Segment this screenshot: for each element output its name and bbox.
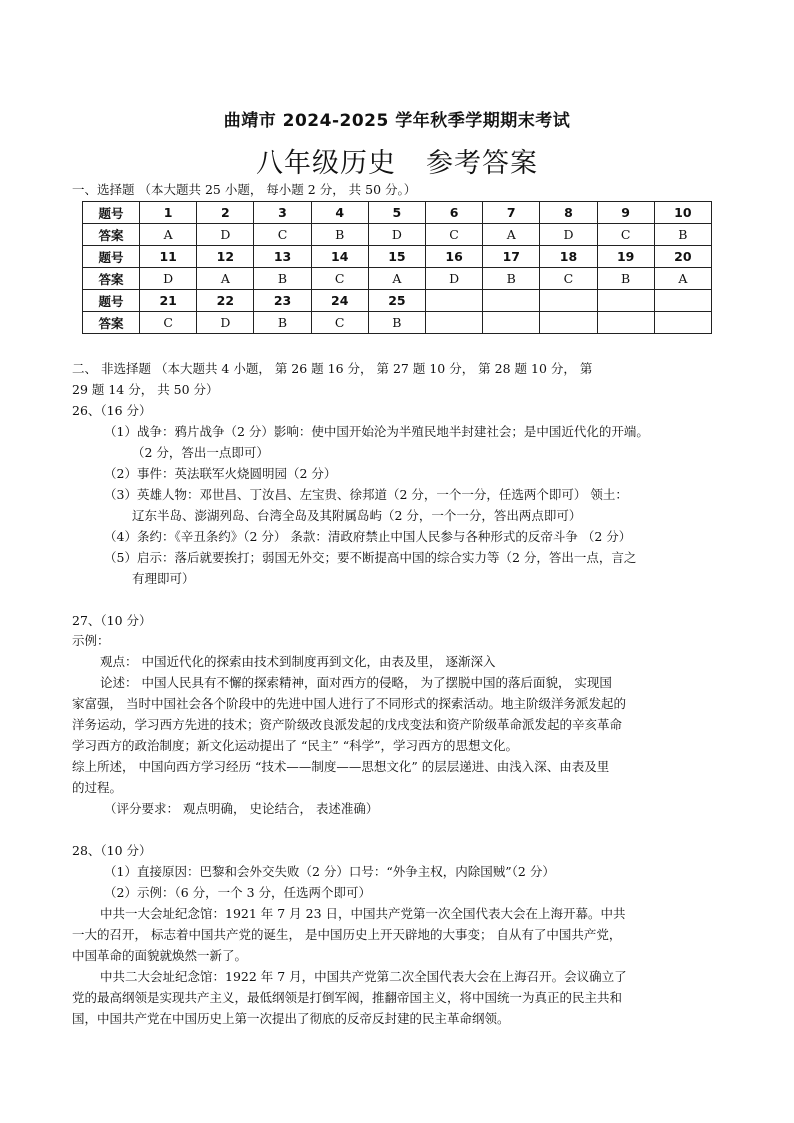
table-row xyxy=(83,268,712,290)
answer-cell: C xyxy=(425,224,482,246)
q26-answer-3: （3）英雄人物：邓世昌、丁汝昌、左宝贵、徐邦道（2 分，一个一分，任选两个即可） 领土： xyxy=(104,487,628,502)
section2-heading: 二、 非选择题 （本大题共 4 小题， 第 26 题 16 分， 第 27 题 10 分， 第 28 题 10 分， 第 xyxy=(72,361,593,376)
question-number: 24 xyxy=(311,290,368,312)
q27-scoring: （评分要求： 观点明确， 史论结合， 表述准确） xyxy=(104,801,379,816)
question-number: 19 xyxy=(597,246,654,268)
answer-cell: A xyxy=(654,268,711,290)
answer-cell: C xyxy=(540,268,597,290)
q26-answer-4: （4）条约：《辛丑条约》（2 分） 条款：清政府禁止中国人民参与各种形式的反帝斗争 （2 分） xyxy=(104,529,632,544)
question-number: 16 xyxy=(425,246,482,268)
answer-cell: A xyxy=(483,224,540,246)
question-number: 20 xyxy=(654,246,711,268)
answer-cell: D xyxy=(368,224,425,246)
section1-heading: 一、选择题 （本大题共 25 小题， 每小题 2 分， 共 50 分。） xyxy=(72,182,417,197)
q28-example-1a: 中共一大会址纪念馆：1921 年 7 月 23 日，中国共产党第一次全国代表大会在上海开幕。中共 xyxy=(100,906,626,921)
row-label: 答案 xyxy=(83,268,140,290)
question-number xyxy=(654,290,711,312)
table-row xyxy=(83,312,712,334)
subject-label: 八年级历史 xyxy=(256,148,396,179)
answer-cell: B xyxy=(654,224,711,246)
answer-key-label: 参考答案 xyxy=(426,148,538,179)
q27-argument-3: 洋务运动，学习西方先进的技术；资产阶级改良派发起的戊戌变法和资产阶级革命派发起的辛亥革命 xyxy=(72,717,623,732)
answer-cell: D xyxy=(197,224,254,246)
row-label: 答案 xyxy=(83,224,140,246)
q27-argument-4: 学习西方的政治制度；新文化运动提出了 “民主” “科学”，学习西方的思想文化。 xyxy=(72,738,519,753)
answer-cell: C xyxy=(311,312,368,334)
q26-answer-1: （1）战争：鸦片战争（2 分）影响：使中国开始沦为半殖民地半封建社会；是中国近代化的开端。 xyxy=(104,424,649,439)
q27-argument-2: 家富强， 当时中国社会各个阶段中的先进中国人进行了不同形式的探索活动。地主阶级洋务派发起的 xyxy=(72,696,626,711)
answer-cell xyxy=(654,312,711,334)
answer-cell: C xyxy=(597,224,654,246)
q28-answer-2: （2）示例：（6 分，一个 3 分，任选两个即可） xyxy=(104,885,372,900)
answer-cell: C xyxy=(311,268,368,290)
q26-label: 26、（16 分） xyxy=(72,403,152,418)
section2-heading-cont: 29 题 14 分， 共 50 分） xyxy=(72,382,219,397)
q27-viewpoint: 观点： 中国近代化的探索由技术到制度再到文化，由表及里， 逐渐深入 xyxy=(100,654,496,669)
q26-answer-2: （2）事件：英法联军火烧圆明园（2 分） xyxy=(104,466,337,481)
question-number: 10 xyxy=(654,202,711,224)
question-number xyxy=(483,290,540,312)
q27-argument-1: 论述： 中国人民具有不懈的探索精神，面对西方的侵略， 为了摆脱中国的落后面貌， 实现国 xyxy=(100,675,612,690)
table-row xyxy=(83,290,712,312)
table-row xyxy=(83,246,712,268)
q26-answer-5: （5）启示：落后就要挨打；弱国无外交；要不断提高中国的综合实力等（2 分，答出一点，言之 xyxy=(104,550,637,565)
question-number: 6 xyxy=(425,202,482,224)
answer-cell: B xyxy=(311,224,368,246)
q28-answer-1: （1）直接原因：巴黎和会外交失败（2 分）口号：“外争主权，内除国贼”（2 分） xyxy=(104,864,555,879)
q28-example-2a: 中共二大会址纪念馆：1922 年 7 月，中国共产党第二次全国代表大会在上海召开。会议确立了 xyxy=(100,969,627,984)
q28-example-1b: 一大的召开， 标志着中国共产党的诞生， 是中国历史上开天辟地的大事变； 自从有了中国共产党， xyxy=(72,927,622,942)
q26-answer-1-note: （2 分，答出一点即可） xyxy=(132,445,269,460)
question-number: 13 xyxy=(254,246,311,268)
answer-cell: C xyxy=(254,224,311,246)
answer-table xyxy=(82,201,712,334)
question-number: 25 xyxy=(368,290,425,312)
answer-cell xyxy=(597,312,654,334)
question-number: 7 xyxy=(483,202,540,224)
question-number: 12 xyxy=(197,246,254,268)
answer-cell: B xyxy=(483,268,540,290)
answer-cell xyxy=(483,312,540,334)
question-number: 9 xyxy=(597,202,654,224)
answer-cell: B xyxy=(368,312,425,334)
answer-cell: A xyxy=(197,268,254,290)
answer-cell: C xyxy=(140,312,197,334)
question-number: 5 xyxy=(368,202,425,224)
question-number: 14 xyxy=(311,246,368,268)
row-label: 题号 xyxy=(83,290,140,312)
answer-cell xyxy=(425,312,482,334)
table-row xyxy=(83,202,712,224)
q27-label: 27、（10 分） xyxy=(72,613,152,628)
answer-cell xyxy=(540,312,597,334)
answer-cell: A xyxy=(368,268,425,290)
q26-answer-3-cont: 辽东半岛、澎湖列岛、台湾全岛及其附属岛屿（2 分，一个一分，答出两点即可） xyxy=(132,508,582,523)
q27-example: 示例： xyxy=(72,633,110,648)
answer-cell: B xyxy=(254,312,311,334)
question-number: 2 xyxy=(197,202,254,224)
question-number: 8 xyxy=(540,202,597,224)
exam-subtitle xyxy=(0,141,794,180)
question-number: 22 xyxy=(197,290,254,312)
answer-cell: D xyxy=(140,268,197,290)
q27-summary-1: 综上所述， 中国向西方学习经历 “技术——制度——思想文化” 的层层递进、由浅入深、由表及里 xyxy=(72,759,610,774)
question-number: 11 xyxy=(140,246,197,268)
question-number: 18 xyxy=(540,246,597,268)
question-number: 15 xyxy=(368,246,425,268)
row-label: 答案 xyxy=(83,312,140,334)
question-number: 23 xyxy=(254,290,311,312)
question-number xyxy=(425,290,482,312)
question-number: 21 xyxy=(140,290,197,312)
answer-cell: B xyxy=(597,268,654,290)
exam-title: 曲靖市 2024-2025 学年秋季学期期末考试 xyxy=(223,111,571,131)
q28-example-2b: 党的最高纲领是实现共产主义，最低纲领是打倒军阀，推翻帝国主义，将中国统一为真正的民主共和 xyxy=(72,990,623,1005)
row-label: 题号 xyxy=(83,202,140,224)
q27-summary-2: 的过程。 xyxy=(72,780,123,795)
answer-cell: D xyxy=(425,268,482,290)
answer-cell: D xyxy=(540,224,597,246)
answer-cell: B xyxy=(254,268,311,290)
q28-example-2c: 国，中国共产党在中国历史上第一次提出了彻底的反帝反封建的民主革命纲领。 xyxy=(72,1011,510,1026)
question-number: 1 xyxy=(140,202,197,224)
answer-cell: A xyxy=(140,224,197,246)
row-label: 题号 xyxy=(83,246,140,268)
table-row xyxy=(83,224,712,246)
question-number: 17 xyxy=(483,246,540,268)
question-number: 4 xyxy=(311,202,368,224)
q26-answer-5-cont: 有理即可） xyxy=(132,571,195,586)
answer-cell: D xyxy=(197,312,254,334)
q28-example-1c: 中国革命的面貌就焕然一新了。 xyxy=(72,948,248,963)
question-number xyxy=(540,290,597,312)
question-number: 3 xyxy=(254,202,311,224)
question-number xyxy=(597,290,654,312)
q28-label: 28、（10 分） xyxy=(72,843,152,858)
